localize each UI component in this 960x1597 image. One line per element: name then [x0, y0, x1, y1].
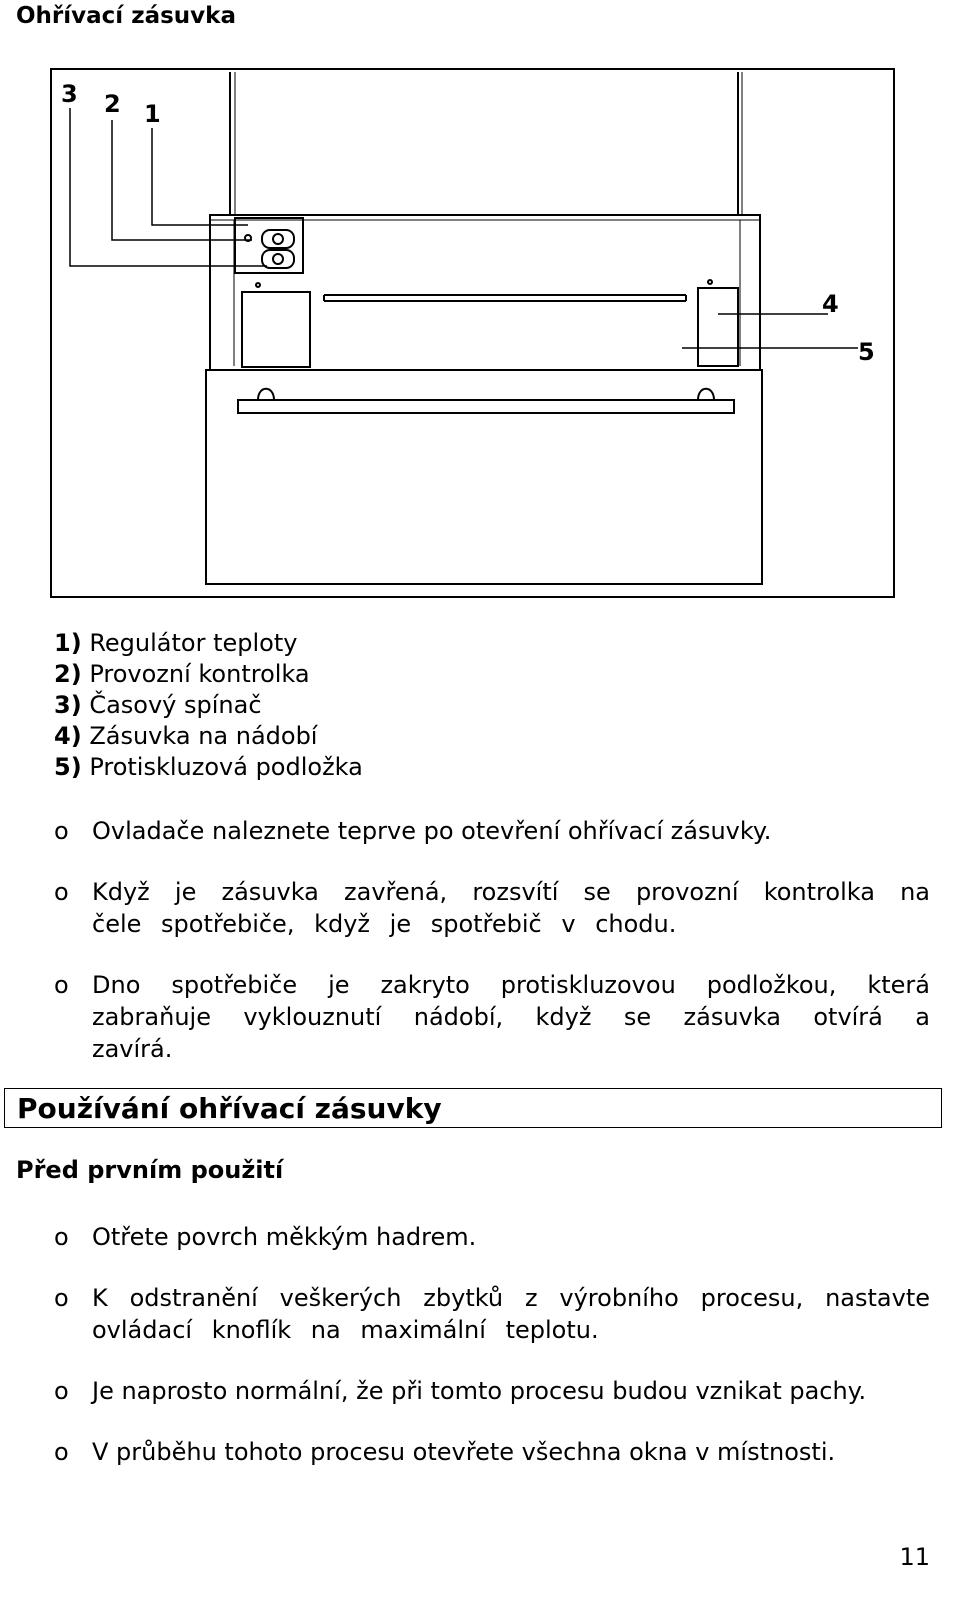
callout-5: 5: [858, 338, 875, 366]
handle-mount-right: [698, 389, 714, 400]
callout-4: 4: [822, 290, 839, 318]
legend-number: 4): [54, 722, 82, 750]
callout-3: 3: [61, 80, 78, 108]
drawer-front: [206, 370, 762, 584]
legend-label: Provozní kontrolka: [89, 660, 310, 688]
bullet-text: V průběhu tohoto procesu otevřete všechna okna v místnosti.: [92, 1438, 836, 1466]
bullet-text: Je naprosto normální, že při tomto procesu budou vznikat pachy.: [92, 1377, 867, 1405]
warming-drawer-diagram: [50, 68, 895, 598]
callout-1: 1: [144, 100, 161, 128]
legend-item: [54, 752, 363, 783]
bullet-marker: o: [54, 1223, 69, 1251]
legend-number: 1): [54, 629, 82, 657]
first-use-bullet: [54, 1436, 930, 1468]
legend-label: Protiskluzová podložka: [89, 753, 363, 781]
bullet-marker: o: [54, 1284, 69, 1312]
bullet-text: Dno spotřebiče je zakryto protiskluzovou podložkou, která zabraňuje vyklouznutí nádobí, když se zásuvka otvírá a zavírá.: [92, 971, 930, 1063]
legend-item: [54, 659, 363, 690]
inner-block-right: [698, 288, 738, 366]
legend-number: 2): [54, 660, 82, 688]
section-title: Používání ohřívací zásuvky: [17, 1092, 442, 1125]
bullet-text: Otřete povrch měkkým hadrem.: [92, 1223, 477, 1251]
bullet-text: K odstranění veškerých zbytků z výrobního procesu, nastavte ovládací knoflík na maximální teplotu.: [92, 1284, 930, 1344]
handle-mount-left: [258, 389, 274, 400]
section-header-box: [4, 1088, 942, 1128]
diagram-drawing: [52, 70, 897, 600]
page-number: 11: [899, 1543, 930, 1571]
first-use-bullet: [54, 1221, 930, 1253]
intro-bullet: [54, 969, 930, 1065]
inner-block-left: [242, 292, 310, 367]
subheading: Před prvním použití: [16, 1156, 284, 1184]
bullet-marker: o: [54, 878, 69, 906]
legend-label: Časový spínač: [89, 691, 262, 719]
legend-number: 3): [54, 691, 82, 719]
legend-number: 5): [54, 753, 82, 781]
legend-item: [54, 690, 363, 721]
callout-line-3: [70, 108, 267, 266]
intro-bullet: [54, 815, 930, 847]
page-heading: Ohřívací zásuvka: [16, 3, 236, 29]
callout-line-1: [152, 128, 248, 225]
bullet-text: Když je zásuvka zavřená, rozsvítí se provozní kontrolka na čele spotřebiče, když je spotřebič v chodu.: [92, 878, 930, 938]
drawer-handle: [238, 400, 734, 413]
bullet-text: Ovladače naleznete teprve po otevření ohřívací zásuvky.: [92, 817, 772, 845]
bullet-marker: o: [54, 971, 69, 999]
thermostat-knob: [262, 230, 294, 248]
bullet-marker: o: [54, 817, 69, 845]
callout-2: 2: [104, 90, 121, 118]
legend-label: Regulátor teploty: [89, 629, 298, 657]
first-use-bullet: [54, 1375, 930, 1407]
first-use-bullet: [54, 1282, 930, 1346]
parts-legend: [54, 628, 363, 783]
legend-label: Zásuvka na nádobí: [89, 722, 318, 750]
bullet-marker: o: [54, 1438, 69, 1466]
intro-bullet: [54, 876, 930, 940]
legend-item: [54, 721, 363, 752]
legend-item: [54, 628, 363, 659]
bullet-marker: o: [54, 1377, 69, 1405]
